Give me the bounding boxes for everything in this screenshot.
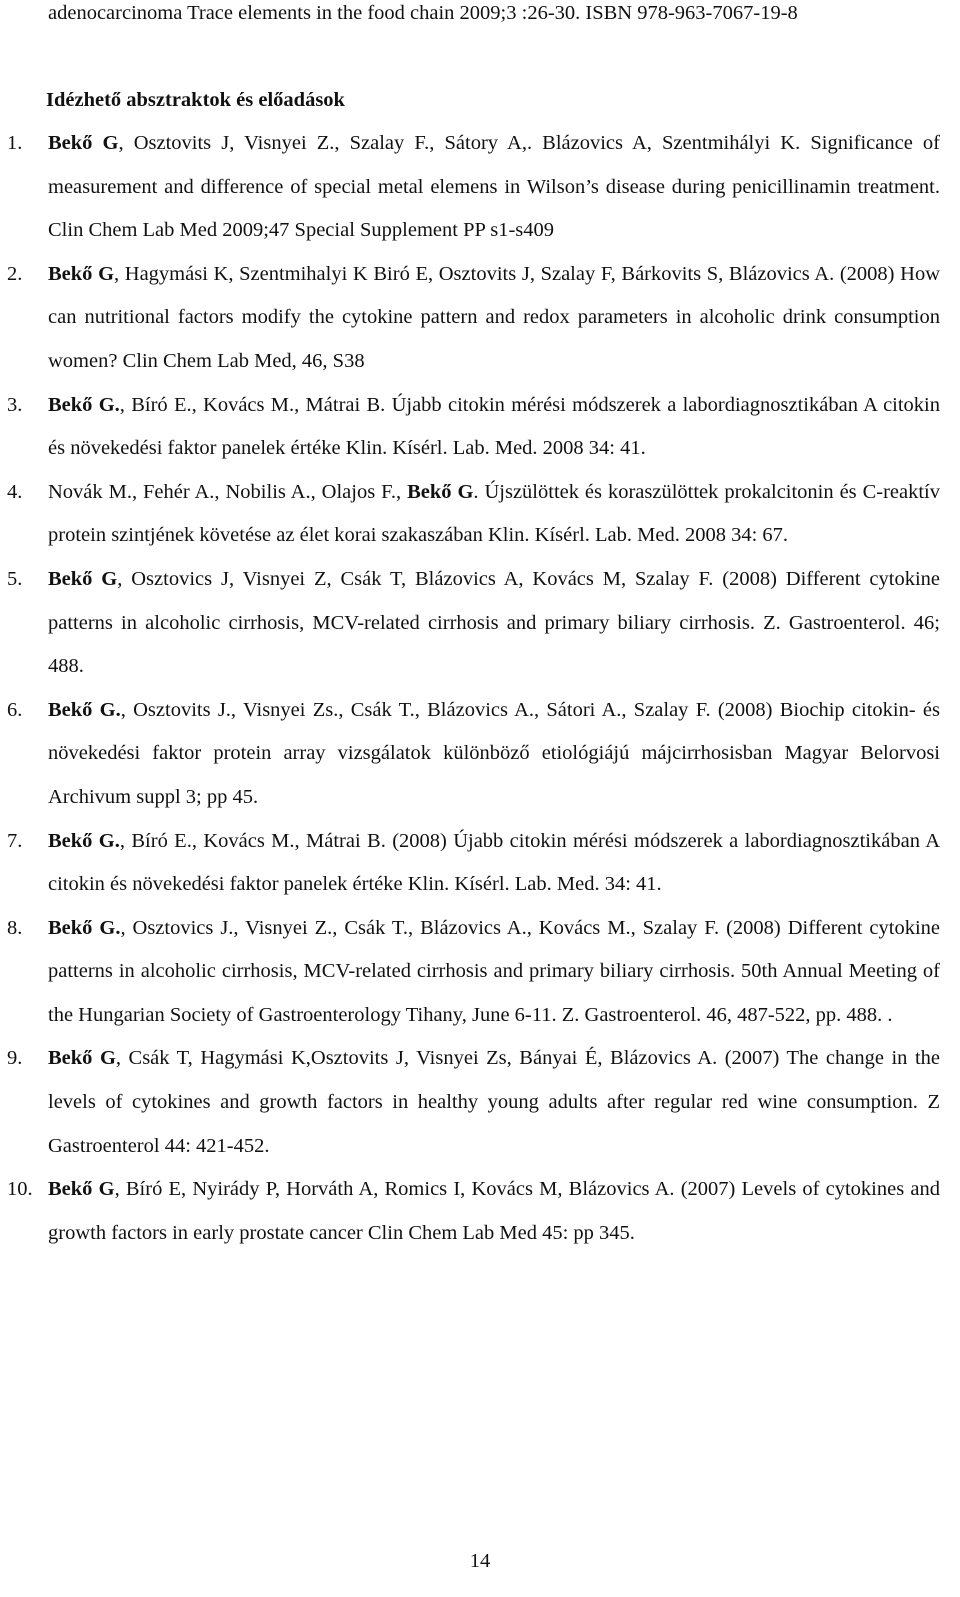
intro-paragraph: adenocarcinoma Trace elements in the food chain 2009;3 :26-30. ISBN 978-963-7067-19-8 bbox=[48, 2, 798, 24]
reference-item-5 bbox=[0, 558, 940, 689]
reference-list bbox=[0, 122, 960, 1255]
author-highlight: Bekő G bbox=[48, 1047, 116, 1070]
reference-item-2 bbox=[0, 253, 940, 384]
reference-text: , Osztovics J, Visnyei Z, Csák T, Blázovics A, Kovács M, Szalay F. (2008) Different cytokine patterns in alcoholic cirrhosis, MCV-related cirrhosis and primary biliary cirrhosis. Z. Gastroenterol. 46; 488. bbox=[48, 567, 940, 678]
reference-text: , Osztovits J., Visnyei Zs., Csák T., Blázovics A., Sátori A., Szalay F. (2008) Biochip citokin- és növekedési faktor protein array vizsgálatok különböző etiológiájú májcirrhosisban Magyar Belorvosi Archivum suppl 3; pp 45. bbox=[48, 698, 940, 808]
page-number: 14 bbox=[469, 1550, 491, 1572]
author-highlight: Bekő G bbox=[48, 132, 119, 154]
reference-number: 8. bbox=[7, 916, 23, 939]
reference-item-3 bbox=[0, 384, 940, 471]
reference-item-1 bbox=[0, 122, 940, 253]
reference-text: , Bíró E, Nyirády P, Horváth A, Romics I, Kovács M, Blázovics A. (2007) Levels of cytokines and growth factors in early prostate cancer Clin Chem Lab Med 45: pp 345. bbox=[48, 1178, 940, 1244]
author-highlight: Bekő G. bbox=[48, 916, 121, 939]
reference-text: , Csák T, Hagymási K,Osztovits J, Visnyei Zs, Bányai É, Blázovics A. (2007) The change in the levels of cytokines and growth factors in healthy young adults after regular red wine consumption. Z Gastroenterol 44: 421-452. bbox=[48, 1047, 940, 1157]
author-highlight: Bekő G bbox=[48, 262, 115, 285]
reference-text: , Osztovits J, Visnyei Z., Szalay F., Sátory A,. Blázovics A, Szentmihályi K. Significance of measurement and difference of special metal elemens in Wilson’s disease during penicillinamin treatment. Clin Chem Lab Med 2009;47 Special Supplement PP s1-s409 bbox=[48, 132, 940, 242]
author-highlight: Bekő G. bbox=[48, 698, 121, 721]
reference-number: 4. bbox=[7, 480, 23, 503]
reference-number: 7. bbox=[7, 829, 23, 852]
author-highlight: Bekő G. bbox=[48, 829, 120, 852]
reference-item-7 bbox=[0, 820, 940, 907]
reference-text: , Osztovics J., Visnyei Z., Csák T., Blázovics A., Kovács M., Szalay F. (2008) Different cytokine patterns in alcoholic cirrhosis, MCV-related cirrhosis and primary biliary cirrhosis. 50th Annual Meeting of the Hungarian Society of Gastroenterology Tihany, June 6-11. Z. Gastroenterol. 46, 487-522, pp. 488. . bbox=[48, 916, 940, 1026]
author-highlight: Bekő G bbox=[48, 1178, 115, 1201]
reference-text: , Bíró E., Kovács M., Mátrai B. Újabb citokin mérési módszerek a labordiagnosztikában A citokin és növekedési faktor panelek értéke Klin. Kísérl. Lab. Med. 2008 34: 41. bbox=[48, 393, 941, 460]
reference-item-4 bbox=[0, 471, 940, 558]
reference-number: 6. bbox=[7, 698, 23, 721]
reference-number: 1. bbox=[7, 132, 23, 154]
reference-item-9 bbox=[0, 1037, 940, 1168]
reference-text: , Bíró E., Kovács M., Mátrai B. (2008) Újabb citokin mérési módszerek a labordiagnosztikában A citokin és növekedési faktor panelek értéke Klin. Kísérl. Lab. Med. 34: 41. bbox=[48, 829, 940, 896]
reference-number: 9. bbox=[7, 1047, 23, 1070]
author-highlight: Bekő G. bbox=[48, 393, 120, 416]
reference-number: 10. bbox=[7, 1178, 33, 1201]
author-highlight: Bekő G bbox=[407, 480, 474, 503]
reference-number: 5. bbox=[7, 567, 23, 590]
reference-text: , Hagymási K, Szentmihalyi K Biró E, Osztovits J, Szalay F, Bárkovits S, Blázovics A. (2008) How can nutritional factors modify the cytokine pattern and redox parameters in alcoholic drink consumption women? Clin Chem Lab Med, 46, S38 bbox=[48, 262, 940, 372]
reference-item-6 bbox=[0, 689, 940, 820]
reference-text: . Újszülöttek és koraszülöttek prokalcitonin és C-reaktív protein szintjének követése az élet korai szakaszában Klin. Kísérl. Lab. Med. 2008 34: 67. bbox=[48, 480, 941, 547]
reference-number: 3. bbox=[7, 393, 23, 416]
author-highlight: Bekő G bbox=[48, 567, 118, 590]
reference-number: 2. bbox=[7, 262, 23, 285]
reference-item-8 bbox=[0, 907, 940, 1038]
reference-authors: Novák M., Fehér A., Nobilis A., Olajos F., bbox=[48, 480, 408, 503]
reference-item-10 bbox=[0, 1168, 940, 1255]
section-heading: Idézhető absztraktok és előadások bbox=[46, 89, 345, 111]
